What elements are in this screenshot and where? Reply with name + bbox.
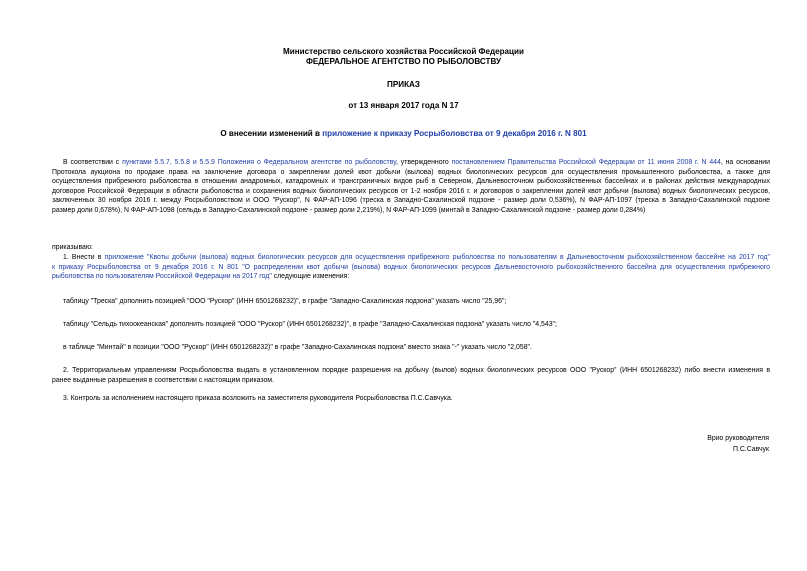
signatory-position: Врио руководителя [707,435,769,442]
document-title [0,129,807,139]
ministry-name: Министерство сельского хозяйства Российской Федерации [283,47,524,56]
title-link[interactable]: приложение к приказу Росрыболовства от 9 декабря 2016 г. N 801 [322,129,587,138]
regulation-link[interactable]: пунктами 5.5.7, 5.5.8 и 5.5.9 Положения о Федеральном агентстве по рыболовству [122,159,396,166]
order-801-link-cont[interactable]: рыболовства по пользователям Российской Федерации на 2017 год" [52,273,272,281]
order-801-link[interactable]: к приказу Росрыболовства от 9 декабря 2016 г. N 801 "О распределении квот добычи (вылова) водных биологических ресурсов Дальневосточного рыбохозяйственного бассейна для осуществления прибрежного [52,263,770,271]
preamble-text: , утвержденного [395,159,452,166]
amendment-cod: таблицу "Треска" дополнить позицией "ООО "Рускор" (ИНН 6501268232)", в графе "Западно-Сахалинская подзона" указать число "25,96"; [63,298,507,305]
preamble-paragraph [52,158,770,216]
item-1-text: следующие изменения: [271,273,350,281]
document-date-number: от 13 января 2017 года N 17 [348,101,459,110]
preamble-line: Протокола аукциона по продаже права на заключение договора о закреплении долей квот добычи (вылова) водных биологических ресурсов для осуществления промышленного рыболовства, а также для [52,168,770,176]
signatory-name: П.С.Савчук [732,446,769,453]
item-2-line: ранее выданные разрешения в соответствии с настоящим приказом. [52,376,274,384]
preamble-line: договоров Российской Федерации в области рыболовства и сохранения водных биологических ресурсов от 1-2 ноября 2016 г. и договоров о закреплении долей квот добычи (вылова) водных биологических ресурсов, [52,187,770,195]
quota-appendix-link[interactable]: приложение "Квоты добычи (вылова) водных биологических ресурсов для осуществления прибрежного рыболовства по пользователям в Дальневосточном рыбохозяйственном бассейне на 2017 год" [104,254,770,261]
agency-name: ФЕДЕРАЛЬНОЕ АГЕНТСТВО ПО РЫБОЛОВСТВУ [305,57,502,66]
amendment-herring: таблицу "Сельдь тихоокеанская" дополнить позицией "ООО "Рускор" (ИНН 6501268232)", в графе "Западно-Сахалинская подзона" указать число "4,543"; [63,321,557,328]
preamble-line: заключенных 30 ноября 2016 г. между Росрыболовством и ООО "Рускор", N ФАР-АП-1096 (треска в Западно-Сахалинской подзоне - размер доли 0,536%), N ФАР-АП-1097 (треска в Западно-Сахалинской подзоне [52,197,770,205]
item-1-line [52,272,770,282]
preamble-line [52,158,770,168]
preamble-line: размер доли 0,678%), N ФАР-АП-1098 (сельдь в Западно-Сахалинской подзоне - размер доли 2,219%), N ФАР-АП-1099 (минтай в Западно-Сахалинской подзоне - размер доли 0,284%) [52,206,646,214]
preamble-text: В соответствии с [63,159,123,166]
item-3-paragraph: 3. Контроль за исполнением настоящего приказа возложить на заместителя руководителя Росрыболовства П.С.Савчука. [63,395,453,402]
preamble-text: , на основании [720,159,770,166]
document-type: ПРИКАЗ [387,80,420,89]
order-word: приказываю: [52,244,93,251]
item-1-line [52,253,770,263]
title-text: О внесении изменений в [220,129,323,138]
amendment-pollock: в таблице "Минтай" в позиции "ООО "Рускор" (ИНН 6501268232)" в графе "Западно-Сахалинская подзона" вместо знака "-" указать число "2,058". [63,344,532,351]
item-1-text: 1. Внести в [63,254,105,261]
government-decree-link[interactable]: постановлением Правительства Российской Федерации от 11 июня 2008 г. N 444 [451,159,721,166]
item-1-line [52,263,770,273]
preamble-line: осуществления прибрежного рыболовства в отношении анадромных, катадромных и трансграничных видов рыб в Северном, Дальневосточном рыбохозяйственных бассейнах и в районах действия международных [52,178,770,186]
item-1-paragraph [52,253,770,282]
item-2-paragraph [52,366,770,385]
item-2-line: 2. Территориальным управлениям Росрыболовства выдать в установленном порядке разрешения на добычу (вылов) водных биологических ресурсов ООО "Рускор" (ИНН 6501268232) либо внести изменения в [63,367,770,374]
